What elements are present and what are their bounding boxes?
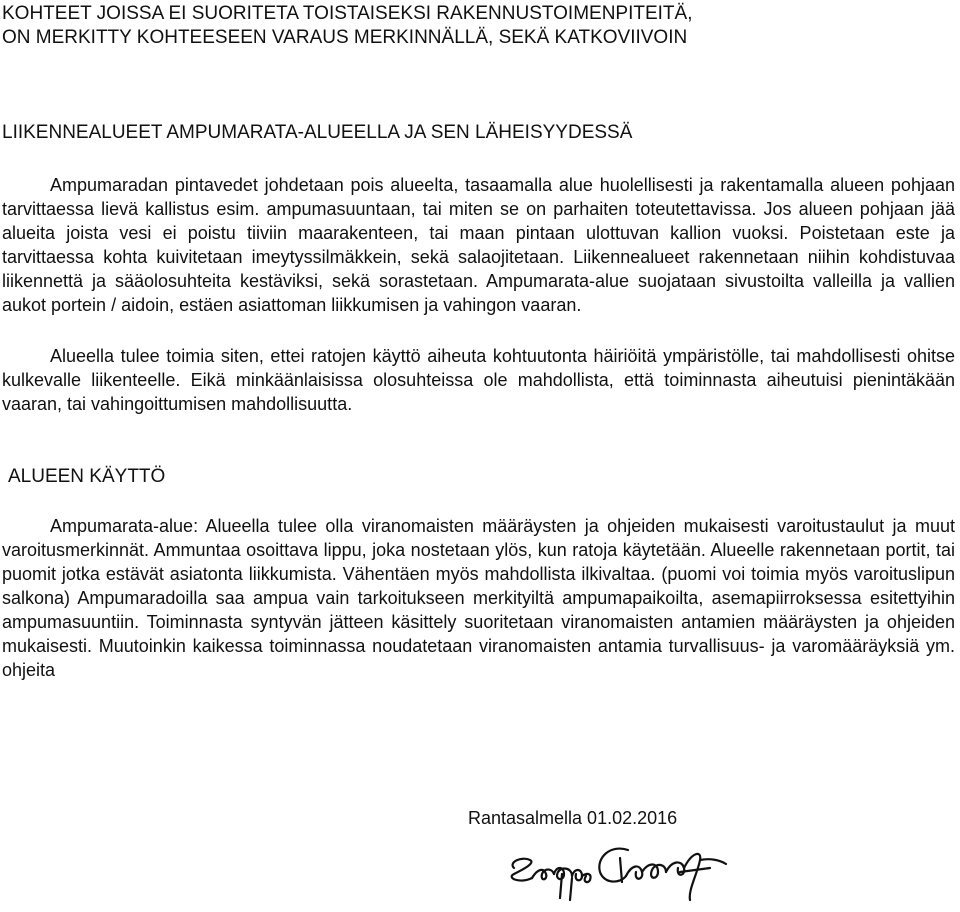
section-title-liikennealueet: LIIKENNEALUEET AMPUMARATA-ALUEELLA JA SEN LÄHEISYYDESSÄ: [2, 122, 633, 143]
paragraph-ampumarata-alue: Ampumarata-alue: Alueella tulee olla viranomaisten määräysten ja ohjeiden mukaisesti varoitustaulut ja muut varoitusmerkinnät. Ammuntaa osoittava lippu, joka nostetaan ylös, kun ratoja käytetään. Alueelle rakennetaan portit, tai puomit jotka estävät asiatonta liikkumista. Vähentäen myös mahdollista ilkivaltaa. (puomi voi toimia myös varoituslipun salkona) Ampumaradoilla saa ampua vain tarkoitukseen merkityiltä ampumapaikoilta, asemapiirroksessa esitettyihin ampumasuuntiin. Toiminnasta syntyvän jätteen käsittely suoritetaan viranomaisten antamien määräysten ja ohjeiden mukaisesti. Muutoinkin kaikessa toiminnassa noudatetaan viranomaisten antamia turvallisuus- ja varomääräyksiä ym. ohjeita: [2, 516, 955, 680]
handwritten-signature-icon: [500, 838, 740, 908]
heading-line-1: KOHTEET JOISSA EI SUORITETA TOISTAISEKSI RAKENNUSTOIMENPITEITÄ,: [2, 3, 693, 24]
paragraph-pintavedet: Ampumaradan pintavedet johdetaan pois alueelta, tasaamalla alue huolellisesti ja rakentamalla alueen pohjaan tarvittaessa lievä kallistus esim. ampumasuuntaan, tai miten se on parhaiten toteutettavissa. Jos alueen pohjaan jää alueita joista vesi ei poistu tiiviin maarakenteen, tai maan pintaan ulottuvan kallion vuoksi. Poistetaan este ja tarvittaessa kohta kuivitetaan imeytyssilmäkkein, sekä salaojitetaan. Liikennealueet rakennetaan niihin kohdistuvaa liikennettä ja sääolosuhteita kestäviksi, sekä sorastetaan. Ampumarata-alue suojataan sivustoilta valleilla ja vallien aukot portein / aidoin, estäen asiattoman liikkumisen ja vahingon vaaran.: [2, 175, 955, 315]
paragraph-ympäristö: Alueella tulee toimia siten, ettei ratojen käyttö aiheuta kohtuutonta häiriöitä ympäristölle, tai mahdollisesti ohitse kulkevalle liikenteelle. Eikä minkäänlaisissa olosuhteissa ole mahdollista, että toiminnasta aiheutuisi pienintäkään vaaran, tai vahingoittumisen mahdollisuutta.: [2, 346, 955, 414]
heading-line-2: ON MERKITTY KOHTEESEEN VARAUS MERKINNÄLLÄ, SEKÄ KATKOVIIVOIN: [2, 27, 688, 48]
section-title-alueen-kaytto: ALUEEN KÄYTTÖ: [8, 466, 166, 487]
document-heading: [2, 2, 942, 50]
place-and-date: Rantasalmella 01.02.2016: [468, 808, 678, 828]
